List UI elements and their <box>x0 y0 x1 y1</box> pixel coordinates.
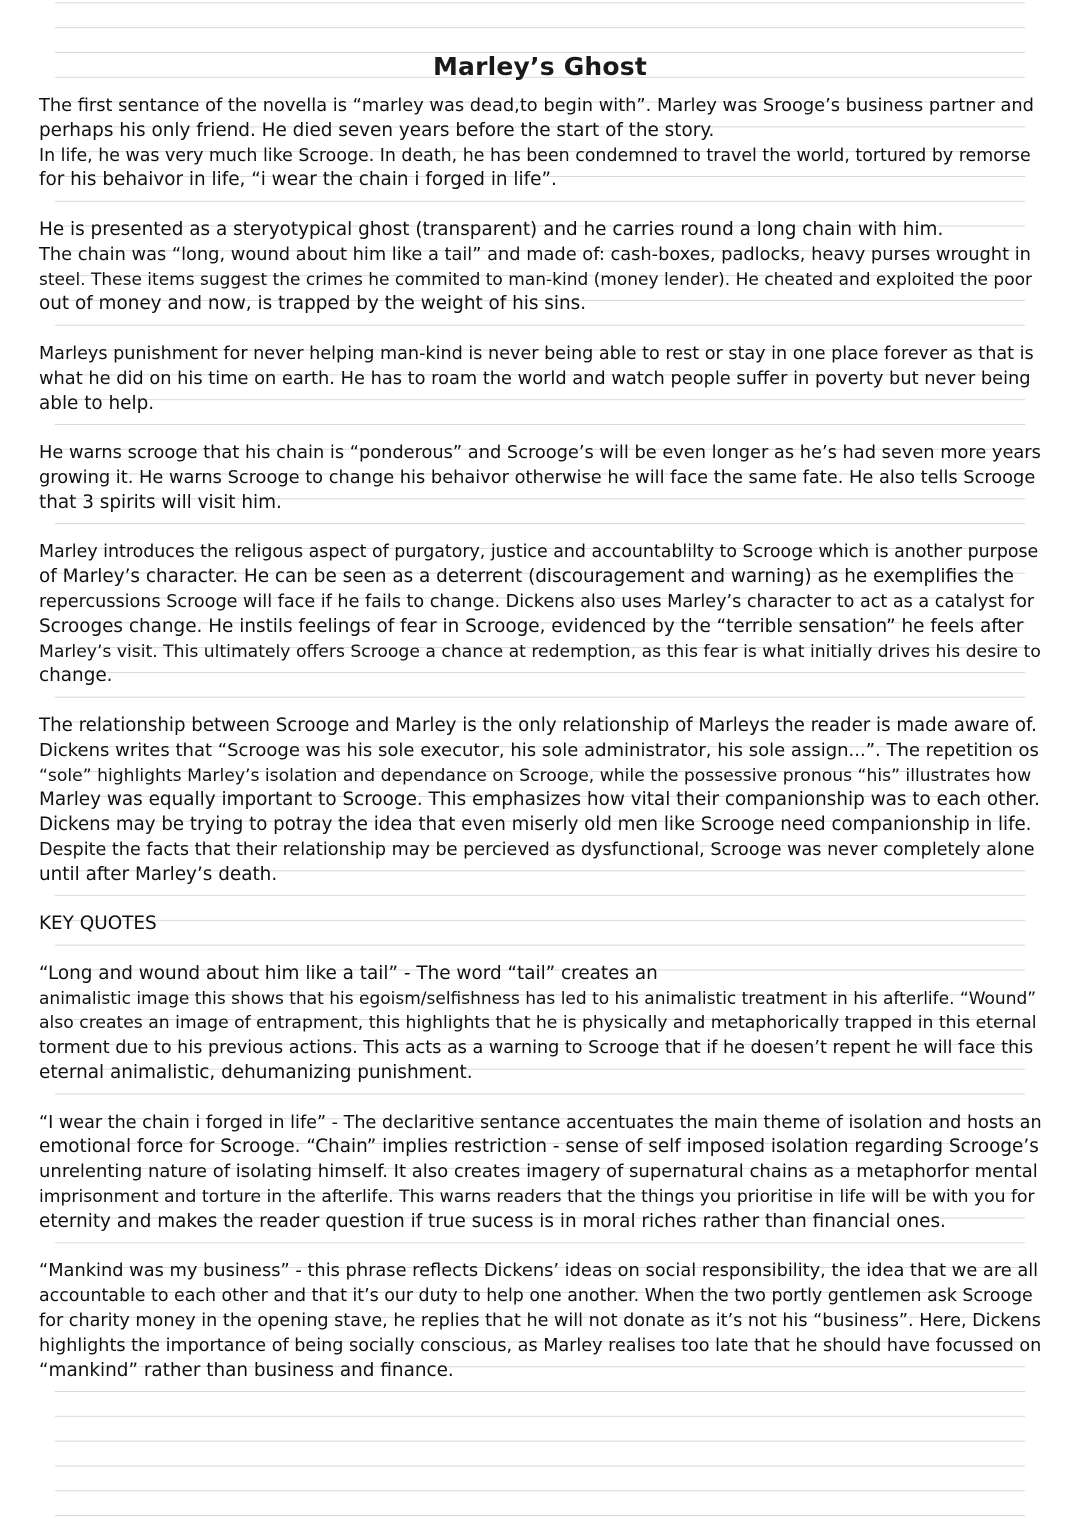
paragraph <box>39 441 1049 515</box>
text-line: Dickens writes that “Scrooge was his sole executor, his sole administrator, his sole assign...”. The repetition os <box>39 739 1039 761</box>
page-title: Marley’s Ghost <box>432 52 648 81</box>
text-line: highlights the importance of being socially conscious, as Marley realises too late that he should have focussed on <box>39 1335 1042 1356</box>
text-line: for charity money in the opening stave, he replies that he will not donate as it’s not his “business”. Here, Dickens <box>39 1311 1041 1332</box>
notes-body <box>39 94 1049 1383</box>
blank-line <box>39 937 1049 962</box>
text-line: Marley’s visit. This ultimately offers Scrooge a chance at redemption, as this fear is what initially drives his desire to <box>39 641 1041 662</box>
paragraph <box>39 714 1049 888</box>
text-line: also creates an image of entrapment, this highlights that he is physically and metaphorically trapped in this eternal <box>39 1013 1037 1034</box>
text-line: Dickens may be trying to potray the idea that even miserly old men like Scrooge need companionship in life. <box>39 814 1032 836</box>
paragraph <box>39 962 1049 1086</box>
text-line: emotional force for Scrooge. “Chain” implies restriction - sense of self imposed isolation regarding Scrooge’s <box>39 1136 1039 1158</box>
text-line: “I wear the chain i forged in life” - The declaritive sentance accentuates the main theme of isolation and hosts an <box>39 1112 1042 1133</box>
blank-line <box>39 1086 1049 1111</box>
text-line: growing it. He warns Scrooge to change his behaivor otherwise he will face the same fate. He also tells Scrooge <box>39 466 1036 488</box>
text-line: imprisonment and torture in the afterlife. This warns readers that the things you prioritise in life will be with you for <box>39 1187 1035 1208</box>
text-line: what he did on his time on earth. He has to roam the world and watch people suffer in poverty but never being <box>39 367 1031 389</box>
text-line: “sole” highlights Marley’s isolation and dependance on Scrooge, while the possessive pronous “his” illustrates how <box>39 765 1032 786</box>
text-line: Marley was equally important to Scrooge. This emphasizes how vital their companionship was to each other. <box>39 789 1041 811</box>
text-line: “Mankind was my business” - this phrase reflects Dickens’ ideas on social responsibility, the idea that we are all <box>39 1260 1039 1282</box>
text-line: able to help. <box>39 392 155 414</box>
paragraph <box>39 342 1049 416</box>
blank-line <box>39 317 1049 342</box>
blank-line <box>39 689 1049 714</box>
text-line: “mankind” rather than business and finance. <box>39 1359 454 1381</box>
text-line: perhaps his only friend. He died seven years before the start of the story. <box>39 119 715 141</box>
text-line: In life, he was very much like Scrooge. In death, he has been condemned to travel the world, tortured by remorse <box>39 145 1031 166</box>
text-line: accountable to each other and that it’s our duty to help one another. When the two portly gentlemen ask Scrooge <box>39 1286 1033 1307</box>
text-line: until after Marley’s death. <box>39 863 278 885</box>
paragraph <box>39 1259 1049 1383</box>
text-line: unrelenting nature of isolating himself. It also creates imagery of supernatural chains as a metaphorfor mental <box>39 1161 1038 1183</box>
blank-line <box>39 193 1049 218</box>
text-line: The chain was “long, wound about him like a tail” and made of: cash-boxes, padlocks, heavy purses wrought in <box>39 243 1031 265</box>
text-line: Scrooges change. He instils feelings of fear in Scrooge, evidenced by the “terrible sensation” he feels after <box>39 615 1024 637</box>
paragraph <box>39 94 1049 193</box>
text-line: change. <box>39 665 113 687</box>
text-line: He warns scrooge that his chain is “ponderous” and Scrooge’s will be even longer as he’s had seven more years <box>39 442 1041 464</box>
text-line: out of money and now, is trapped by the weight of his sins. <box>39 293 587 315</box>
blank-line <box>39 416 1049 441</box>
text-line: that 3 spirits will visit him. <box>39 491 282 513</box>
blank-line <box>39 1235 1049 1260</box>
text-line: torment due to his previous actions. This acts as a warning to Scrooge that if he doesen’t repent he will face this <box>39 1038 1034 1059</box>
text-line: “Long and wound about him like a tail” - The word “tail” creates an <box>39 962 658 984</box>
paragraph <box>39 540 1049 689</box>
text-line: for his behaivor in life, “i wear the chain i forged in life”. <box>39 169 557 191</box>
blank-line <box>39 516 1049 541</box>
paragraph <box>39 218 1049 317</box>
text-line: steel. These items suggest the crimes he commited to man-kind (money lender). He cheated and exploited the poor <box>39 269 1032 290</box>
text-line: KEY QUOTES <box>39 913 157 935</box>
text-line: The first sentance of the novella is “marley was dead,to begin with”. Marley was Srooge’s business partner and <box>39 95 1034 116</box>
paragraph <box>39 1111 1049 1235</box>
text-line: animalistic image this shows that his egoism/selfishness has led to his animalistic treatment in his afterlife. “Wound” <box>39 988 1037 1009</box>
text-line: eternal animalistic, dehumanizing punishment. <box>39 1062 473 1084</box>
text-line: Marley introduces the religous aspect of purgatory, justice and accountablilty to Scrooge which is another purpose <box>39 542 1039 563</box>
text-line: Despite the facts that their relationship may be percieved as dysfunctional, Scrooge was never completely alone <box>39 839 1035 860</box>
text-line: Marleys punishment for never helping man-kind is never being able to rest or stay in one place forever as that is <box>39 343 1034 364</box>
text-line: The relationship between Scrooge and Marley is the only relationship of Marleys the reader is made aware of. <box>39 714 1037 736</box>
text-line: repercussions Scrooge will face if he fails to change. Dickens also uses Marley’s character to act as a catalyst for <box>39 591 1035 612</box>
text-line: of Marley’s character. He can be seen as a deterrent (discouragement and warning) as he exemplifies the <box>39 566 1014 588</box>
blank-line <box>39 888 1049 913</box>
paragraph <box>39 912 1049 937</box>
text-line: He is presented as a steryotypical ghost (transparent) and he carries round a long chain with him. <box>39 218 944 240</box>
text-line: eternity and makes the reader question if true sucess is in moral riches rather than financial ones. <box>39 1210 946 1232</box>
